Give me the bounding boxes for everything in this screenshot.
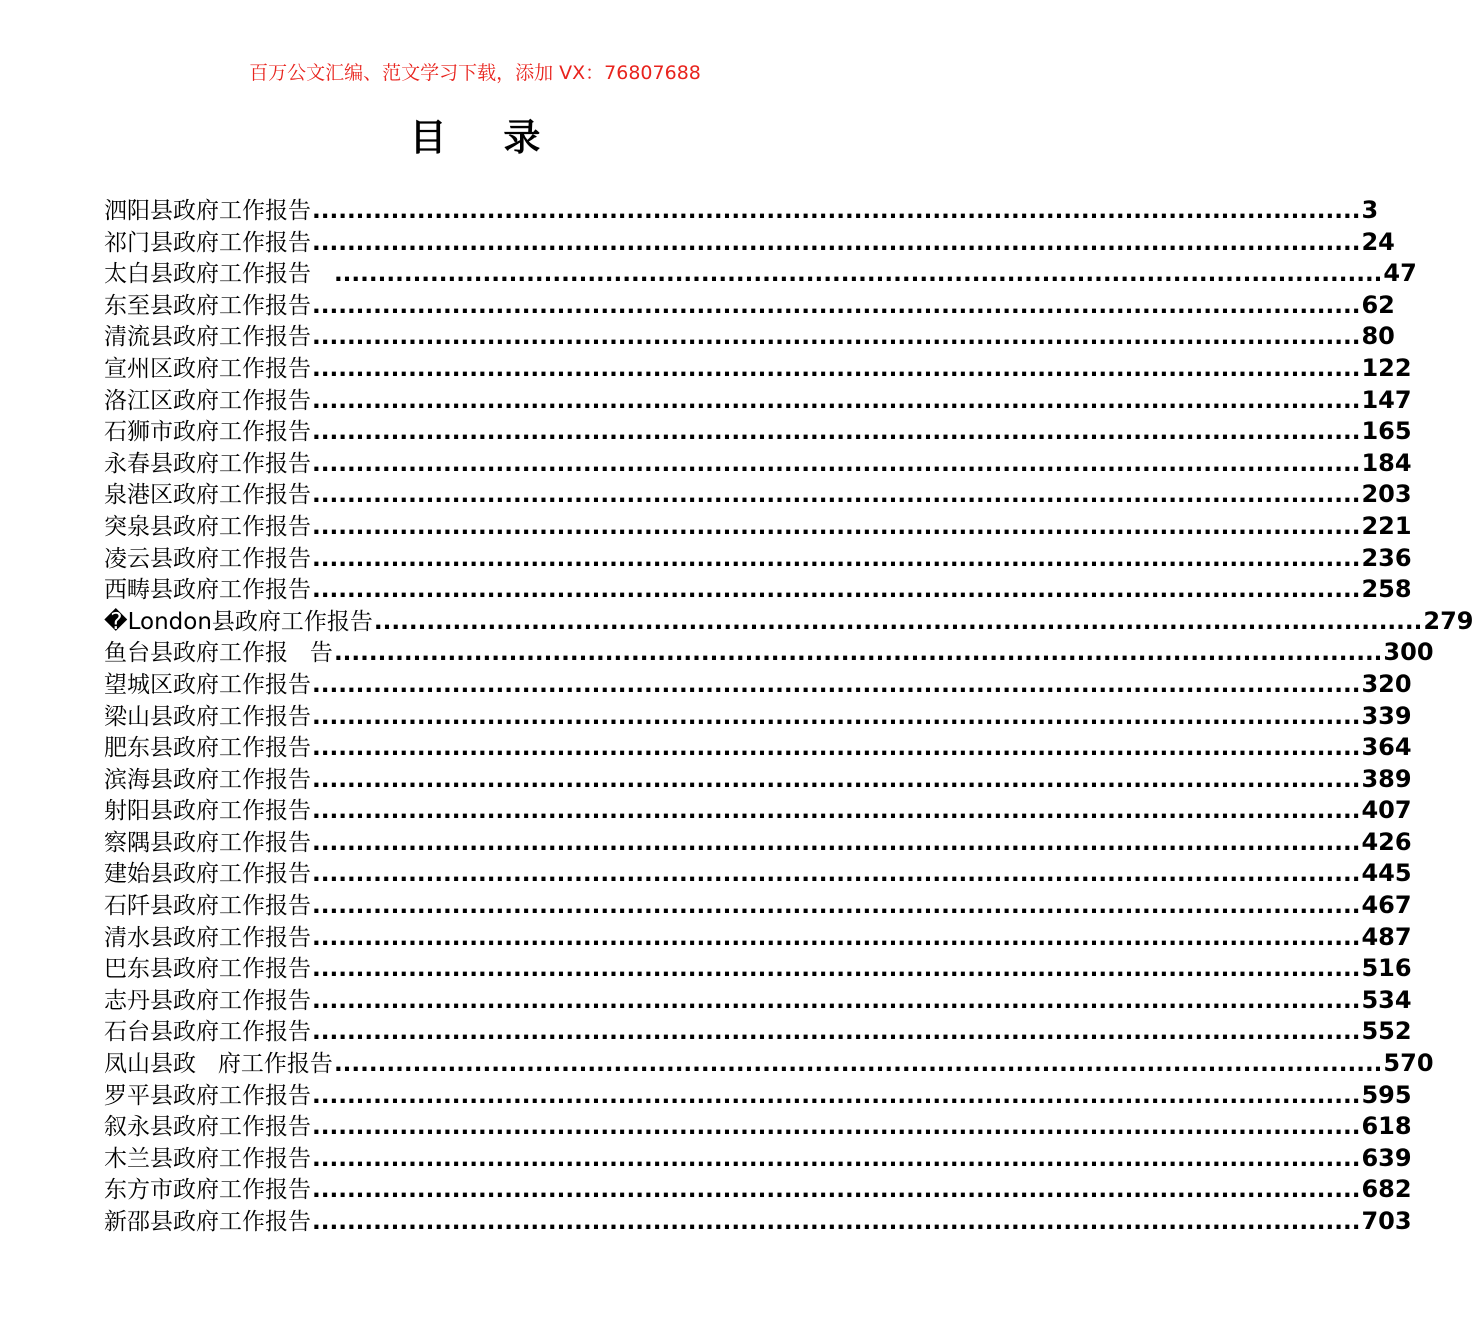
toc-entry[interactable] [104,543,1412,575]
dot-leader: ........................................................................................................................ [312,924,1361,951]
dot-leader: ........................................................................................................................ [312,513,1361,540]
dot-leader: ........................................................................................................................ [312,577,1361,604]
dot-leader: ........................................................................................................................ [312,1209,1361,1235]
toc-entry-title: 石台县政府工作报告 [104,1019,311,1046]
dot-leader: ........................................................................................................................ [333,1051,1383,1078]
page-title: 目 录 [409,116,563,159]
dot-leader: ........................................................................................................................ [312,1082,1361,1109]
toc-entry[interactable] [104,416,1412,448]
dot-leader: ........................................................................................................................ [312,1019,1361,1046]
toc-entry[interactable] [104,1111,1412,1143]
toc-entry-page-number: 147 [1361,385,1412,414]
toc-entry-page-number: 47 [1383,259,1417,288]
toc-entry-page-number: 595 [1361,1080,1412,1109]
toc-entry-page-number: 184 [1361,448,1412,477]
toc-entry[interactable] [104,1174,1412,1206]
toc-entry-title: 清水县政府工作报告 [104,924,311,951]
toc-entry-title: 叙永县政府工作报告 [104,1114,311,1141]
toc-entry-page-number: 258 [1361,575,1412,604]
toc-entry-page-number: 516 [1361,954,1412,983]
dot-leader: ........................................................................................................................ [312,893,1361,920]
toc-entry-page-number: 682 [1361,1175,1412,1204]
toc-entry-page-number: 445 [1361,859,1412,888]
toc-entry[interactable] [104,353,1412,385]
toc-entry-page-number: 570 [1383,1049,1434,1078]
toc-entry-page-number: 122 [1361,353,1412,382]
toc-entry[interactable] [104,701,1412,733]
dot-leader: ........................................................................................................................ [312,1114,1361,1141]
toc-entry-page-number: 389 [1361,764,1412,793]
toc-entry[interactable] [104,827,1412,859]
toc-entry-page-number: 80 [1361,322,1395,351]
toc-entry[interactable] [104,764,1412,796]
toc-entry-page-number: 203 [1361,480,1412,509]
dot-leader: ........................................................................................................................ [312,766,1361,793]
dot-leader: ........................................................................................................................ [312,829,1361,856]
toc-entry[interactable] [104,953,1412,985]
table-of-contents [104,195,1474,1238]
toc-entry-page-number: 639 [1361,1143,1412,1172]
toc-entry-page-number: 703 [1361,1207,1412,1235]
toc-entry-page-number: 24 [1361,227,1395,256]
toc-entry[interactable] [104,385,1412,417]
toc-entry-title: 祁门县政府工作报告 [104,229,311,256]
toc-entry[interactable] [104,479,1412,511]
toc-entry-page-number: 279 [1423,606,1474,635]
toc-entry[interactable] [104,574,1412,606]
toc-entry-title: 滨海县政府工作报告 [104,766,311,793]
toc-entry-title: 洛江区政府工作报告 [104,387,311,414]
dot-leader: ........................................................................................................................ [333,640,1383,667]
toc-entry-page-number: 320 [1361,669,1412,698]
toc-entry-page-number: 165 [1361,417,1412,446]
toc-entry-title: 清流县政府工作报告 [104,324,311,351]
toc-entry-title: �London县政府工作报告 [104,608,373,635]
toc-entry[interactable] [104,511,1412,543]
toc-entry-page-number: 426 [1361,827,1412,856]
toc-entry[interactable] [104,606,1474,638]
dot-leader: ........................................................................................................................ [373,608,1423,635]
toc-entry[interactable] [104,1048,1434,1080]
toc-entry-title: 望城区政府工作报告 [104,671,311,698]
dot-leader: ........................................................................................................................ [312,419,1361,446]
dot-leader: ........................................................................................................................ [312,735,1361,762]
toc-entry[interactable] [104,922,1412,954]
toc-entry-page-number: 407 [1361,796,1412,825]
toc-entry-page-number: 236 [1361,543,1412,572]
dot-leader: ........................................................................................................................ [312,482,1361,509]
toc-entry[interactable] [104,227,1395,259]
dot-leader: ........................................................................................................................ [312,355,1361,382]
toc-entry-page-number: 534 [1361,985,1412,1014]
toc-entry-page-number: 618 [1361,1112,1412,1141]
toc-entry-page-number: 487 [1361,922,1412,951]
toc-entry[interactable] [104,795,1412,827]
dot-leader: ........................................................................................................................ [312,198,1361,224]
toc-entry-page-number: 552 [1361,1017,1412,1046]
toc-entry-title: 鱼台县政府工作报 告 [104,640,333,667]
toc-entry-title: 建始县政府工作报告 [104,861,311,888]
toc-entry-page-number: 221 [1361,511,1412,540]
toc-entry[interactable] [104,1206,1412,1238]
download-notice: 百万公文汇编、范文学习下载，添加 VX：76807688 [249,62,701,84]
dot-leader: ........................................................................................................................ [312,229,1361,256]
dot-leader: ........................................................................................................................ [312,671,1361,698]
toc-entry[interactable] [104,637,1434,669]
dot-leader: ........................................................................................................................ [312,1177,1361,1204]
toc-entry-title: 东至县政府工作报告 [104,292,311,319]
toc-entry-title: 太白县政府工作报告 [104,261,333,288]
dot-leader: ........................................................................................................................ [312,545,1361,572]
toc-entry[interactable] [104,321,1395,353]
dot-leader: ........................................................................................................................ [333,261,1383,288]
toc-entry-title: 泗阳县政府工作报告 [104,198,311,224]
toc-entry-title: 肥东县政府工作报告 [104,735,311,762]
toc-entry-title: 凤山县政 府工作报告 [104,1051,333,1078]
dot-leader: ........................................................................................................................ [312,861,1361,888]
dot-leader: ........................................................................................................................ [312,387,1361,414]
dot-leader: ........................................................................................................................ [312,1145,1361,1172]
toc-entry[interactable] [104,732,1412,764]
toc-entry[interactable] [104,1016,1412,1048]
toc-entry-page-number: 62 [1361,290,1395,319]
dot-leader: ........................................................................................................................ [312,987,1361,1014]
toc-entry-title: 石阡县政府工作报告 [104,893,311,920]
toc-entry-title: 梁山县政府工作报告 [104,703,311,730]
dot-leader: ........................................................................................................................ [312,324,1361,351]
toc-entry[interactable] [104,1143,1412,1175]
toc-entry-title: 凌云县政府工作报告 [104,545,311,572]
dot-leader: ........................................................................................................................ [312,450,1361,477]
toc-entry[interactable] [104,448,1412,480]
toc-entry-page-number: 339 [1361,701,1412,730]
toc-entry-title: 察隅县政府工作报告 [104,829,311,856]
toc-entry[interactable] [104,1080,1412,1112]
toc-entry-title: 新邵县政府工作报告 [104,1209,311,1235]
toc-entry-title: 永春县政府工作报告 [104,450,311,477]
toc-entry[interactable] [104,258,1417,290]
toc-entry[interactable] [104,290,1395,322]
toc-entry-title: 东方市政府工作报告 [104,1177,311,1204]
toc-entry-title: 突泉县政府工作报告 [104,513,311,540]
toc-entry-title: 射阳县政府工作报告 [104,798,311,825]
toc-entry-title: 石狮市政府工作报告 [104,419,311,446]
toc-entry[interactable] [104,985,1412,1017]
toc-entry-title: 巴东县政府工作报告 [104,956,311,983]
toc-entry-page-number: 364 [1361,733,1412,762]
dot-leader: ........................................................................................................................ [312,798,1361,825]
toc-entry-title: 木兰县政府工作报告 [104,1145,311,1172]
toc-entry-title: 泉港区政府工作报告 [104,482,311,509]
dot-leader: ........................................................................................................................ [312,292,1361,319]
toc-entry[interactable] [104,195,1379,227]
toc-entry[interactable] [104,669,1412,701]
dot-leader: ........................................................................................................................ [312,703,1361,730]
toc-entry-page-number: 467 [1361,891,1412,920]
toc-entry[interactable] [104,890,1412,922]
toc-entry-page-number: 300 [1383,638,1434,667]
toc-entry[interactable] [104,858,1412,890]
toc-entry-page-number: 3 [1361,196,1379,224]
toc-entry-title: 宣州区政府工作报告 [104,355,311,382]
toc-entry-title: 志丹县政府工作报告 [104,987,311,1014]
dot-leader: ........................................................................................................................ [312,956,1361,983]
toc-entry-title: 西畴县政府工作报告 [104,577,311,604]
toc-entry-title: 罗平县政府工作报告 [104,1082,311,1109]
